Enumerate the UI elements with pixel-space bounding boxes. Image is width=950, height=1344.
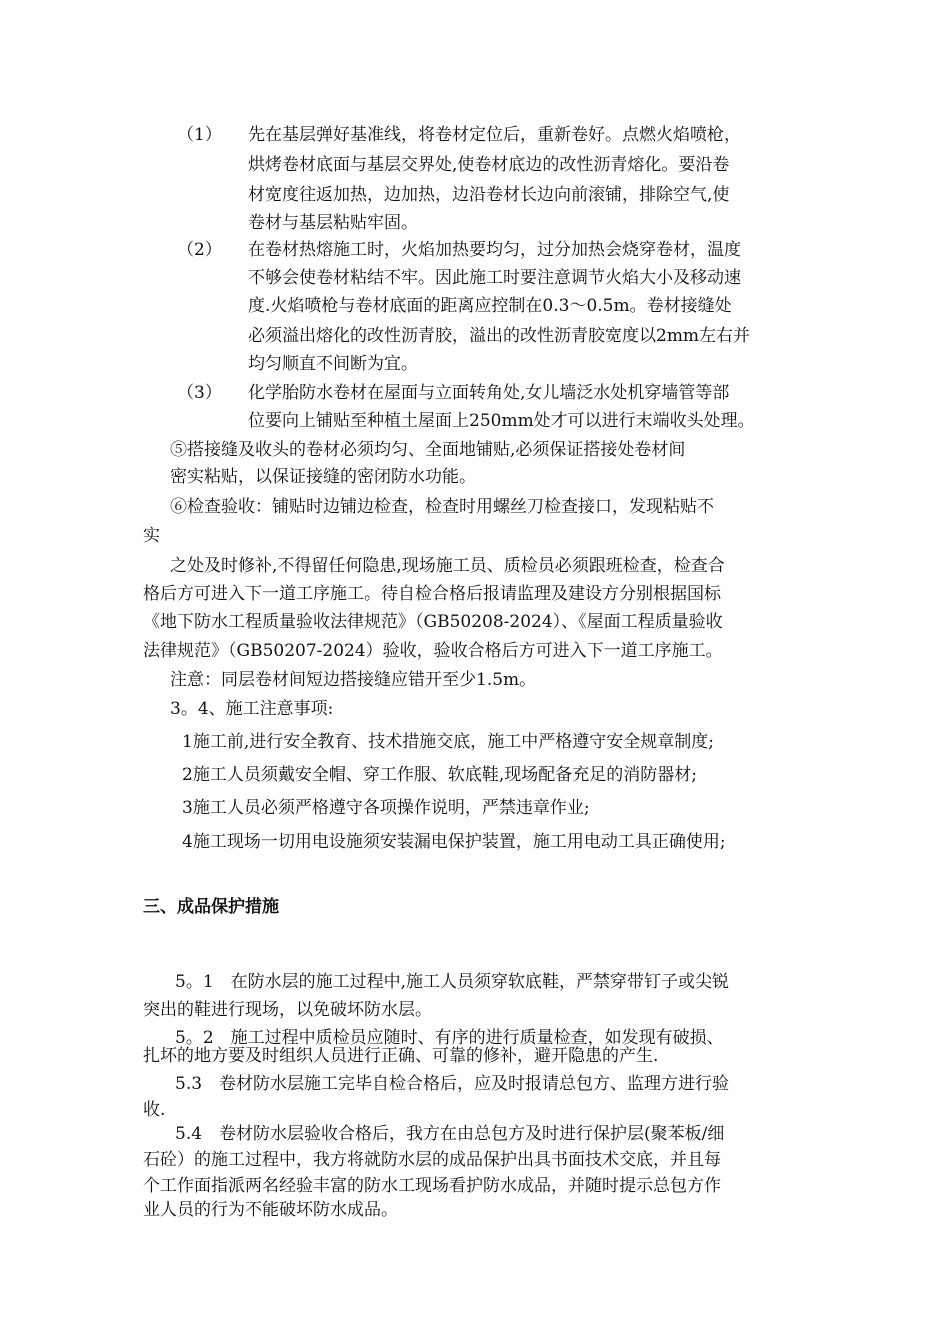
paragraph-line: 5。1 在防水层的施工过程中,施工人员须穿软底鞋，严禁穿带钉子或尖锐 xyxy=(175,972,730,992)
section-heading: 三、成品保护措施 xyxy=(143,897,279,917)
paragraph-line: 突出的鞋进行现场，以免破坏防水层。 xyxy=(143,1000,432,1020)
item-line: 位要向上铺贴至种植土屋面上250mm处才可以进行末端收头处理。 xyxy=(248,411,755,431)
paragraph-line: 法律规范》（GB50207-2024）验收，验收合格后方可进入下一道工序施工。 xyxy=(143,641,723,661)
paragraph-line: 《地下防水工程质量验收法律规范》（GB50208-2024）、《屋面工程质量验收 xyxy=(143,612,723,632)
paragraph-line: 扎坏的地方要及时组织人员进行正确、可靠的修补，避开隐患的产生. xyxy=(143,1046,659,1066)
item-line: 烘烤卷材底面与基层交界处,使卷材底边的改性沥青熔化。要沿卷 xyxy=(248,155,730,175)
paragraph-line: 之处及时修补,不得留任何隐患,现场施工员、质检员必须跟班检查，检查合 xyxy=(170,556,725,576)
section-title: 3。4、施工注意事项: xyxy=(170,699,334,719)
list-item: 4施工现场一切用电设施须安装漏电保护装置，施工用电动工具正确使用; xyxy=(182,832,726,852)
paragraph-line: 格后方可进入下一道工序施工。待自检合格后报请监理及建设方分别根据国标 xyxy=(143,584,721,604)
paragraph-line: 5.3 卷材防水层施工完毕自检合格后，应及时报请总包方、监理方进行验 xyxy=(175,1074,730,1094)
paragraph-line: 5.4 卷材防水层验收合格后，我方在由总包方及时进行保护层(聚苯板/细 xyxy=(175,1124,725,1144)
list-item: 2施工人员须戴安全帽、穿工作服、软底鞋,现场配备充足的消防器材; xyxy=(182,765,697,785)
item-line: 先在基层弹好基准线，将卷材定位后，重新卷好。点燃火焰喷枪， xyxy=(248,125,741,145)
item-line: 不够会使卷材粘结不牢。因此施工时要注意调节火焰大小及移动速 xyxy=(248,268,741,288)
item-line: 必须溢出熔化的改性沥青胶，溢出的改性沥青胶宽度以2mm左右并 xyxy=(248,326,751,346)
item-number: （1） xyxy=(177,125,222,145)
paragraph-line: 5。2 施工过程中质检员应随时、有序的进行质量检查，如发现有破损、 xyxy=(175,1028,724,1048)
item-line: 在卷材热熔施工时，火焰加热要均匀，过分加热会烧穿卷材，温度 xyxy=(248,240,741,260)
item-line: 化学胎防水卷材在屋面与立面转角处,女儿墙泛水处机穿墙管等部 xyxy=(248,383,730,403)
item-line: 卷材与基层粘贴牢固。 xyxy=(248,213,418,233)
item-number: （2） xyxy=(177,240,222,260)
item-line: 均匀顺直不间断为宜。 xyxy=(248,354,418,374)
item-line: 材宽度往返加热，边加热，边沿卷材长边向前滚铺，排除空气,使 xyxy=(248,185,730,205)
paragraph-line: 密实粘贴，以保证接缝的密闭防水功能。 xyxy=(170,467,476,487)
paragraph-line: 石砼）的施工过程中，我方将就防水层的成品保护出具书面技术交底，并且每 xyxy=(143,1150,721,1170)
item-number: （3） xyxy=(177,383,222,403)
paragraph-line: 实 xyxy=(143,526,160,546)
list-item: 1施工前,进行安全教育、技术措施交底，施工中严格遵守安全规章制度; xyxy=(182,732,714,752)
paragraph-line: 个工作面指派两名经验丰富的防水工现场看护防水成品，并随时提示总包方作 xyxy=(143,1176,721,1196)
list-item: 3施工人员必须严格遵守各项操作说明，严禁违章作业; xyxy=(182,798,590,818)
note-line: 注意：同层卷材间短边搭接缝应错开至少1.5m。 xyxy=(170,670,537,690)
paragraph-line: 业人员的行为不能破坏防水成品。 xyxy=(143,1200,398,1220)
item-line: 度.火焰喷枪与卷材底面的距离应控制在0.3～0.5m。卷材接缝处 xyxy=(248,296,732,316)
paragraph-line: ⑥检查验收：铺贴时边铺边检查，检查时用螺丝刀检查接口，发现粘贴不 xyxy=(170,497,714,517)
paragraph-line: 收. xyxy=(143,1100,166,1120)
paragraph-line: ⑤搭接缝及收头的卷材必须均匀、全面地铺贴,必须保证搭接处卷材间 xyxy=(170,440,686,460)
